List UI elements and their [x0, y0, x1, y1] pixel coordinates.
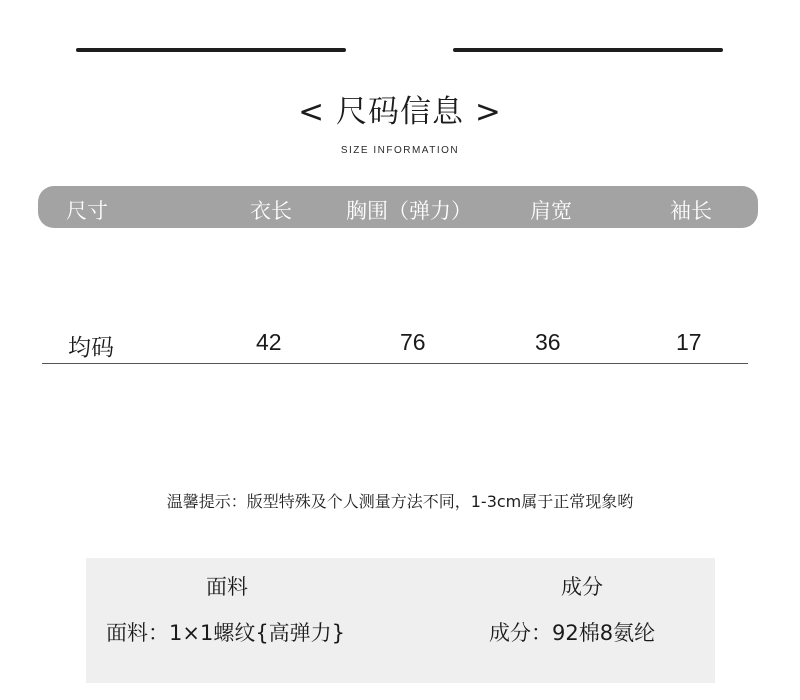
cell-shoulder: 36: [535, 329, 561, 355]
measurement-tip: 温馨提示：版型特殊及个人测量方法不同，1-3cm属于正常现象哟: [166, 492, 634, 511]
cell-length: 42: [256, 329, 282, 355]
fabric-header: 面料: [206, 575, 248, 599]
table-row-divider: [42, 363, 748, 364]
decorative-line-right: [453, 48, 723, 52]
column-header-sleeve: 袖长: [670, 199, 712, 223]
cell-sleeve: 17: [676, 329, 702, 355]
material-panel: [86, 558, 715, 683]
composition-header: 成分: [561, 575, 603, 599]
column-header-chest: 胸围（弹力）: [346, 199, 472, 223]
column-header-length: 衣长: [250, 199, 292, 223]
column-header-size: 尺寸: [66, 199, 108, 223]
size-table-header: [38, 186, 758, 228]
decorative-line-left: [76, 48, 346, 52]
cell-chest: 76: [400, 329, 426, 355]
fabric-value: 面料：1×1螺纹{高弹力}: [106, 621, 346, 645]
cell-size: 均码: [68, 334, 114, 360]
column-header-shoulder: 肩宽: [530, 199, 572, 223]
page-subtitle: SIZE INFORMATION: [340, 145, 460, 156]
composition-value: 成分：92棉8氨纶: [489, 621, 656, 645]
page-title: < 尺码信息 >: [298, 94, 502, 130]
